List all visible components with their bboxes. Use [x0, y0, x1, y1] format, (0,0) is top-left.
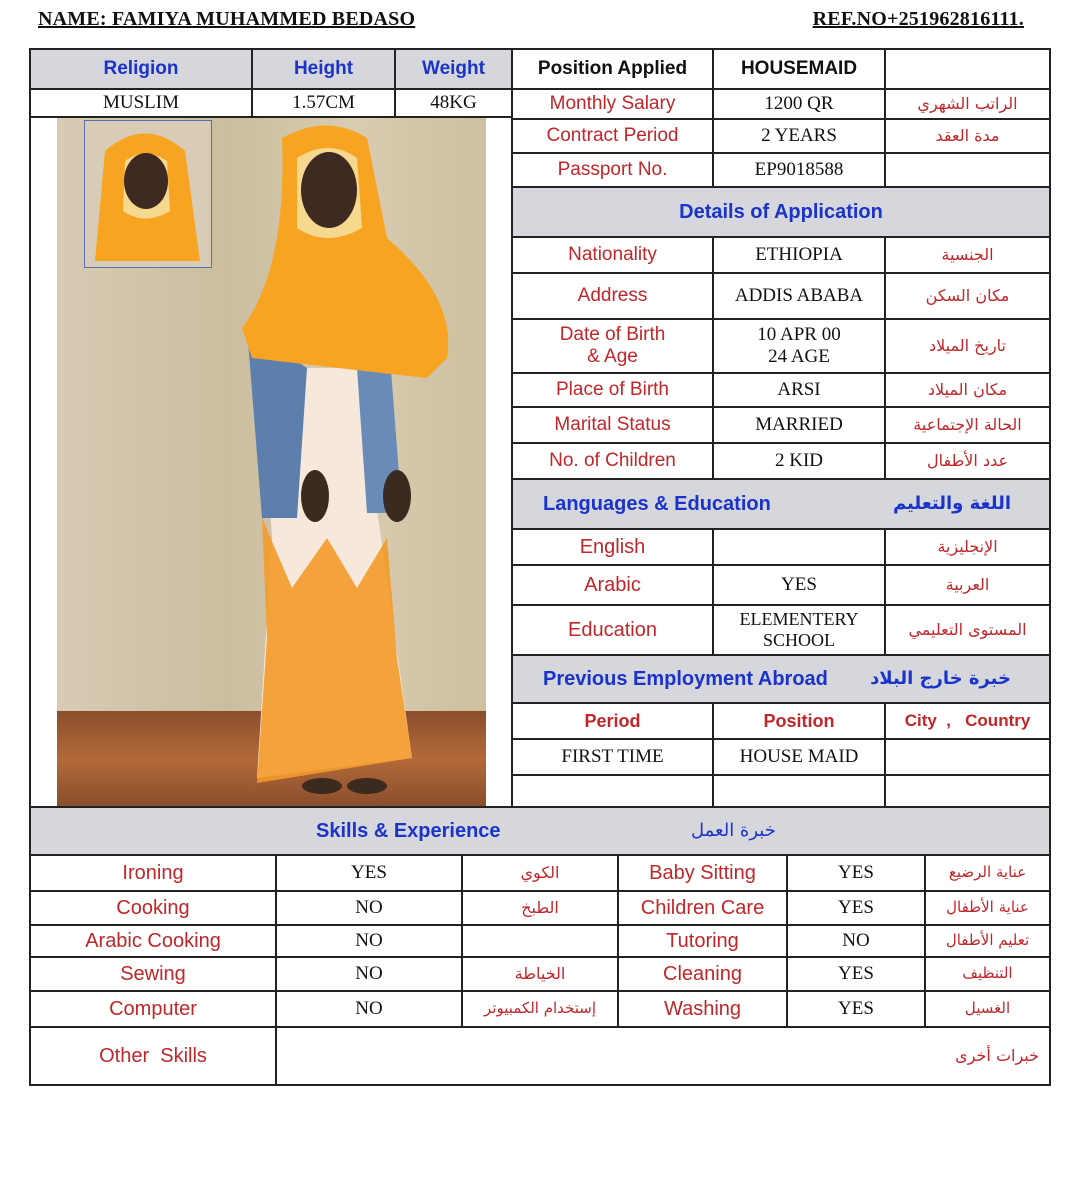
height-label: Height	[253, 50, 396, 90]
english-label: English	[513, 530, 714, 566]
other-skills-value	[277, 1028, 1051, 1086]
dob-value-line2: 24 AGE	[768, 346, 830, 367]
passport-photo	[84, 120, 212, 268]
passport-ar	[886, 154, 1051, 188]
contract-value: 2 YEARS	[714, 120, 886, 154]
english-value	[714, 530, 886, 566]
position-applied-label: Position Applied	[513, 50, 714, 90]
children-label: No. of Children	[513, 444, 714, 480]
birthplace-value: ARSI	[714, 374, 886, 408]
skill-cooking-label: Cooking	[31, 892, 277, 926]
dob-value-line1: 10 APR 00	[757, 324, 841, 346]
skill-computer-label: Computer	[31, 992, 277, 1028]
skill-cleaning-value: YES	[788, 958, 926, 992]
prev-row2-period	[513, 776, 714, 808]
education-value-line1: ELEMENTERY	[739, 609, 859, 630]
dob-label-line1: Date of Birth	[559, 324, 666, 346]
prev-row-city	[886, 740, 1051, 776]
birthplace-label: Place of Birth	[513, 374, 714, 408]
skill-washing-ar: الغسيل	[926, 992, 1051, 1028]
salary-ar: الراتب الشهري	[886, 90, 1051, 120]
contract-label: Contract Period	[513, 120, 714, 154]
birthplace-ar: مكان الميلاد	[886, 374, 1051, 408]
skill-ironing-label: Ironing	[31, 856, 277, 892]
dob-label-line2: & Age	[587, 346, 638, 367]
religion-value: MUSLIM	[31, 90, 253, 118]
address-label: Address	[513, 274, 714, 320]
nationality-value: ETHIOPIA	[714, 238, 886, 274]
candidate-name: NAME: FAMIYA MUHAMMED BEDASO	[38, 8, 416, 30]
english-ar: الإنجليزية	[886, 530, 1051, 566]
previous-title-ar: خبرة خارج البلاد	[870, 667, 1011, 689]
prev-row-position: HOUSE MAID	[714, 740, 886, 776]
religion-label: Religion	[31, 50, 253, 90]
languages-header	[513, 480, 1051, 530]
skill-ironing-ar: الكوي	[463, 856, 619, 892]
skill-tutoring-ar: تعليم الأطفال	[926, 926, 1051, 958]
other-skills-ar: خبرات أخرى	[955, 1045, 1039, 1065]
skill-childcare-ar: عناية الأطفال	[926, 892, 1051, 926]
education-ar: المستوى التعليمي	[886, 606, 1051, 656]
marital-ar: الحالة الإجتماعية	[886, 408, 1051, 444]
skill-cooking-ar: الطبخ	[463, 892, 619, 926]
prev-row-period: FIRST TIME	[513, 740, 714, 776]
nationality-label: Nationality	[513, 238, 714, 274]
arabic-label: Arabic	[513, 566, 714, 606]
skill-childcare-label: Children Care	[619, 892, 788, 926]
languages-title-ar: اللغة والتعليم	[892, 492, 1011, 514]
children-value: 2 KID	[714, 444, 886, 480]
weight-value: 48KG	[396, 90, 513, 118]
position-applied-value: HOUSEMAID	[714, 50, 886, 90]
skill-arabic-cooking-value: NO	[277, 926, 463, 958]
education-value-line2: SCHOOL	[762, 630, 835, 650]
salary-value: 1200 QR	[714, 90, 886, 120]
skill-arabic-cooking-label: Arabic Cooking	[31, 926, 277, 958]
marital-label: Marital Status	[513, 408, 714, 444]
dob-label	[513, 320, 714, 374]
education-value	[714, 606, 886, 656]
previous-title: Previous Employment Abroad	[543, 667, 828, 690]
passport-value: EP9018588	[714, 154, 886, 188]
previous-header	[513, 656, 1051, 704]
table-left-border	[29, 48, 31, 808]
address-value: ADDIS ABABA	[714, 274, 886, 320]
skill-childcare-value: YES	[788, 892, 926, 926]
skill-cleaning-ar: التنظيف	[926, 958, 1051, 992]
dob-value	[714, 320, 886, 374]
prev-col-period: Period	[513, 704, 714, 740]
languages-title: Languages & Education	[543, 492, 771, 515]
skill-babysitting-label: Baby Sitting	[619, 856, 788, 892]
skill-cleaning-label: Cleaning	[619, 958, 788, 992]
details-title: Details of Application	[513, 188, 1051, 238]
dob-ar: تاريخ الميلاد	[886, 320, 1051, 374]
skills-title: Skills & Experience	[316, 819, 501, 842]
salary-label: Monthly Salary	[513, 90, 714, 120]
arabic-value: YES	[714, 566, 886, 606]
address-ar: مكان السكن	[886, 274, 1051, 320]
prev-col-city: City , Country	[886, 704, 1051, 740]
skill-ironing-value: YES	[277, 856, 463, 892]
skill-computer-value: NO	[277, 992, 463, 1028]
skill-tutoring-label: Tutoring	[619, 926, 788, 958]
prev-row2-position	[714, 776, 886, 808]
skill-washing-label: Washing	[619, 992, 788, 1028]
other-skills-label: Other Skills	[31, 1028, 277, 1086]
children-ar: عدد الأطفال	[886, 444, 1051, 480]
arabic-ar: العربية	[886, 566, 1051, 606]
skill-sewing-value: NO	[277, 958, 463, 992]
height-value: 1.57CM	[253, 90, 396, 118]
skill-computer-ar: إستخدام الكمبيوتر	[463, 992, 619, 1028]
position-applied-extra	[886, 50, 1051, 90]
skill-babysitting-value: YES	[788, 856, 926, 892]
skill-washing-value: YES	[788, 992, 926, 1028]
prev-row2-city	[886, 776, 1051, 808]
education-label: Education	[513, 606, 714, 656]
skill-sewing-ar: الخياطة	[463, 958, 619, 992]
prev-col-position: Position	[714, 704, 886, 740]
contract-ar: مدة العقد	[886, 120, 1051, 154]
skill-cooking-value: NO	[277, 892, 463, 926]
nationality-ar: الجنسية	[886, 238, 1051, 274]
skill-sewing-label: Sewing	[31, 958, 277, 992]
skill-babysitting-ar: عناية الرضيع	[926, 856, 1051, 892]
skills-header	[31, 808, 1051, 856]
reference-number: REF.NO+251962816111.	[812, 8, 1024, 30]
skill-arabic-cooking-ar	[463, 926, 619, 958]
weight-label: Weight	[396, 50, 513, 90]
passport-photo-figure	[85, 121, 211, 267]
passport-label: Passport No.	[513, 154, 714, 188]
skill-tutoring-value: NO	[788, 926, 926, 958]
marital-value: MARRIED	[714, 408, 886, 444]
skills-title-ar: خبرة العمل	[691, 819, 776, 841]
